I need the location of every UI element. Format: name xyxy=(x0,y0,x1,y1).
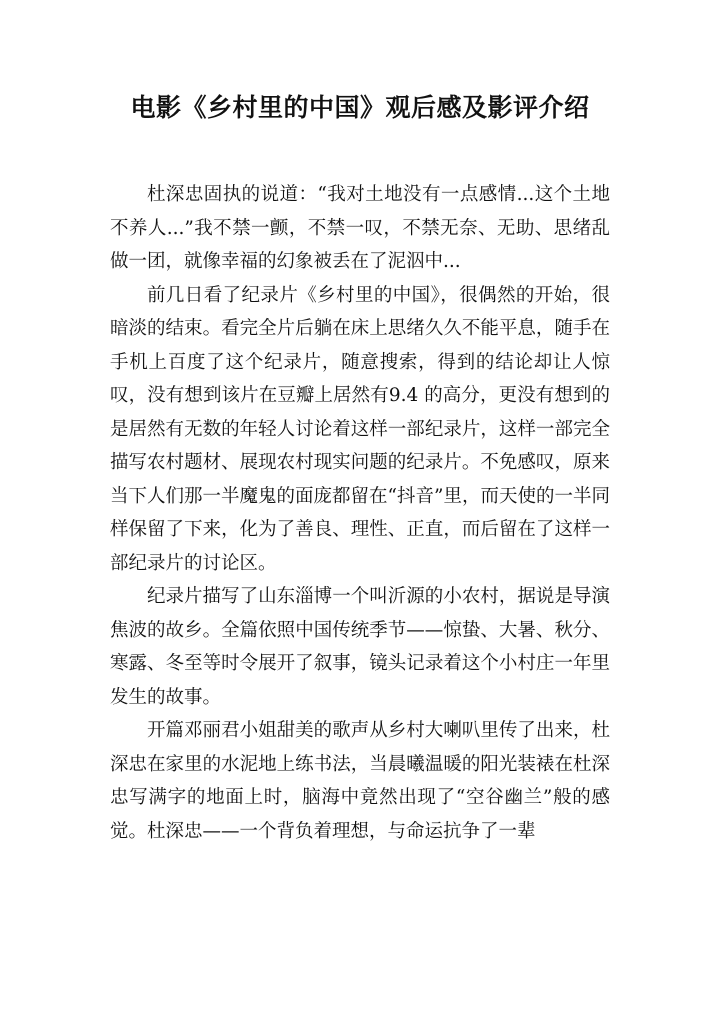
document-title: 电影《乡村里的中国》观后感及影评介绍 xyxy=(130,93,590,122)
document-body xyxy=(110,178,610,848)
paragraph: 开篇邓丽君小姐甜美的歌声从乡村大喇叭里传了出来，杜深忠在家里的水泥地上练书法，当晨曦温暖的阳光装裱在杜深忠写满字的地面上时，脑海中竟然出现了“空谷幽兰”般的感觉。杜深忠——一个背负着理想，与命运抗争了一辈 xyxy=(110,720,610,842)
paragraph: 前几日看了纪录片《乡村里的中国》，很偶然的开始，很暗淡的结束。看完全片后躺在床上思绪久久不能平息，随手在手机上百度了这个纪录片，随意搜索，得到的结论却让人惊叹，没有想到该片在豆瓣上居然有9.4 的高分，更没有想到的是居然有无数的年轻人讨论着这样一部纪录片，这样一部完全描写农村题材、展现农村现实问题的纪录片。不免感叹，原来当下人们那一半魔鬼的面庞都留在“抖音”里，而天使的一半同样保留了下来，化为了善良、理性、正直，而后留在了这样一部纪录片的讨论区。 xyxy=(110,284,610,574)
paragraph: 纪录片描写了山东淄博一个叫沂源的小农村，据说是导演焦波的故乡。全篇依照中国传统季节——惊蛰、大暑、秋分、寒露、冬至等时令展开了叙事，镜头记录着这个小村庄一年里发生的故事。 xyxy=(110,586,610,708)
paragraph: 杜深忠固执的说道：“我对土地没有一点感情...这个土地不养人...”我不禁一颤，不禁一叹，不禁无奈、无助、思绪乱做一团，就像幸福的幻象被丢在了泥泅中... xyxy=(110,184,610,272)
